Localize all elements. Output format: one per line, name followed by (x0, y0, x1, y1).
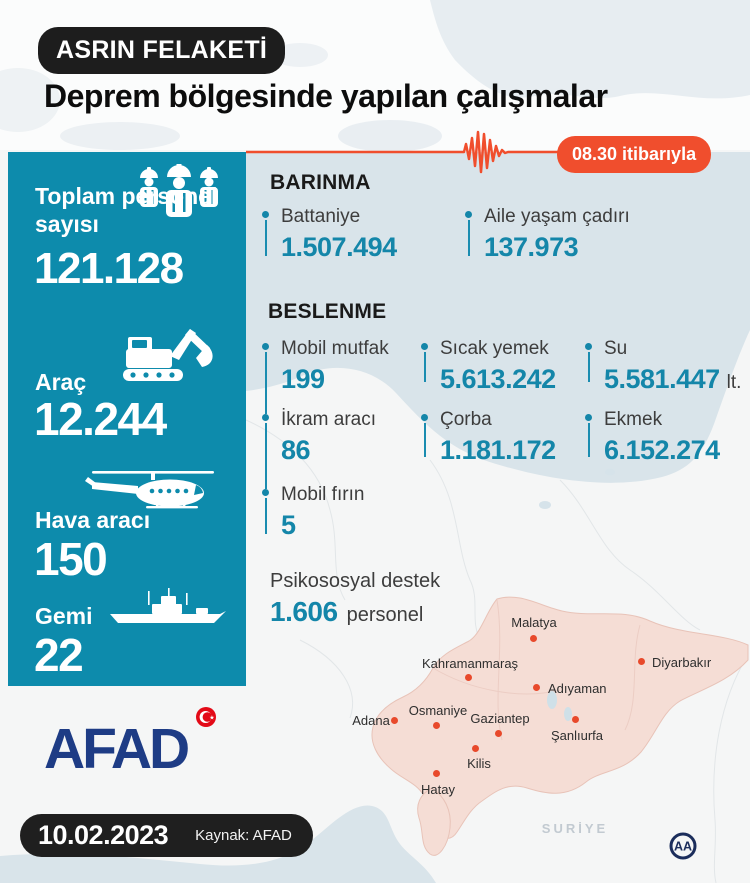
stat-vehicles-value: 12.244 (34, 393, 166, 445)
stat-label: Mobil mutfak (281, 338, 389, 359)
stat-label: Sıcak yemek (440, 338, 549, 359)
stat-value: 86 (281, 434, 311, 465)
stat-cadir (465, 206, 635, 263)
stat-marker (585, 343, 593, 382)
svg-text:AA: AA (673, 839, 693, 854)
page-title: Deprem bölgesinde yapılan çalışmalar (44, 78, 608, 114)
stat-unit: personel (346, 604, 424, 626)
kicker-badge: ASRIN FELAKETİ (38, 27, 285, 74)
stat-label: Aile yaşam çadırı (484, 206, 630, 227)
city-dot-adana (391, 717, 398, 724)
city-dot-hatay (433, 770, 440, 777)
stat-ships-label: Gemi (35, 603, 93, 629)
stat-label: İkram aracı (281, 409, 377, 430)
stat-vehicles-label: Araç (35, 369, 87, 395)
turkish-flag-roundel (195, 706, 217, 728)
stat-mobil-mutfak (262, 338, 432, 395)
stat-personnel-label: Toplam personel sayısı (35, 183, 218, 238)
city-dot-adiyaman (533, 684, 540, 691)
stat-aircraft-label: Hava aracı (35, 507, 151, 533)
stat-marker (262, 489, 270, 534)
stat-marker (262, 211, 270, 256)
city-dot-gaziantep (495, 730, 502, 737)
source-text: Kaynak: AFAD (195, 827, 292, 844)
stat-value: 1.181.172 (440, 434, 556, 465)
city-dot-kilis (472, 745, 479, 752)
city-label-adana: Adana (352, 713, 390, 728)
anadolu-agency-logo (668, 831, 698, 861)
stat-value: 137.973 (484, 231, 579, 262)
city-label-gaziantep: Gaziantep (470, 711, 530, 726)
stat-su (585, 338, 750, 395)
stat-value: 1.507.494 (281, 231, 397, 262)
stat-value: 5.613.242 (440, 363, 556, 394)
city-label-sanliurfa: Şanlıurfa (550, 728, 604, 743)
date-text: 10.02.2023 (38, 820, 169, 850)
stat-label: Ekmek (604, 409, 663, 430)
stat-mobil-firin (262, 484, 432, 541)
stat-value (604, 364, 750, 395)
stat-label: Çorba (440, 409, 492, 430)
stat-label: Mobil fırın (281, 484, 365, 505)
city-label-malatya: Malatya (511, 615, 557, 630)
stat-marker (585, 414, 593, 457)
stat-marker (262, 414, 270, 489)
city-dot-sanliurfa (572, 716, 579, 723)
section-title-beslenme: BESLENME (268, 300, 387, 323)
stat-marker (421, 343, 429, 382)
stat-ships-value: 22 (34, 629, 83, 681)
city-label-kahramanmaras: Kahramanmaraş (421, 656, 519, 671)
city-label-diyarbakir: Diyarbakır (652, 655, 712, 670)
stat-number: 5.581.447 (604, 363, 720, 394)
stat-unit: lt. (726, 371, 742, 393)
city-label-osmaniye: Osmaniye (408, 703, 468, 718)
stat-battaniye (262, 206, 432, 263)
country-label-suriye: SURİYE (541, 821, 609, 836)
section-title-barinma: BARINMA (270, 171, 371, 194)
stat-marker (421, 414, 429, 457)
city-dot-malatya (530, 635, 537, 642)
date-badge (20, 814, 313, 857)
time-badge: 08.30 itibarıyla (557, 136, 711, 173)
stat-value: 5 (281, 509, 296, 540)
stat-ekmek (585, 409, 750, 466)
svg-text:★: ★ (209, 715, 215, 722)
stat-sicak-yemek (421, 338, 591, 395)
stat-value: 1.606 (270, 596, 338, 627)
stat-marker (465, 211, 473, 256)
stat-ikram-araci (262, 409, 432, 466)
stat-marker (262, 343, 270, 414)
stat-corba (421, 409, 591, 466)
city-dot-kahramanmaras (465, 674, 472, 681)
stat-label: Psikososyal destek (270, 570, 441, 592)
sidebar-stats-panel (8, 152, 246, 686)
stat-personnel-value: 121.128 (34, 244, 183, 293)
city-label-kilis: Kilis (467, 756, 491, 771)
city-label-hatay: Hatay (421, 782, 455, 797)
city-dot-osmaniye (433, 722, 440, 729)
stat-aircraft-value: 150 (34, 533, 107, 585)
afad-logo: AFAD (44, 717, 188, 781)
city-dot-diyarbakir (638, 658, 645, 665)
city-label-adiyaman: Adıyaman (548, 681, 607, 696)
stat-label: Battaniye (281, 206, 361, 227)
stat-value: 6.152.274 (604, 434, 720, 465)
stat-value: 199 (281, 363, 325, 394)
stat-psikososyal (270, 570, 440, 628)
stat-label: Su (604, 338, 628, 359)
